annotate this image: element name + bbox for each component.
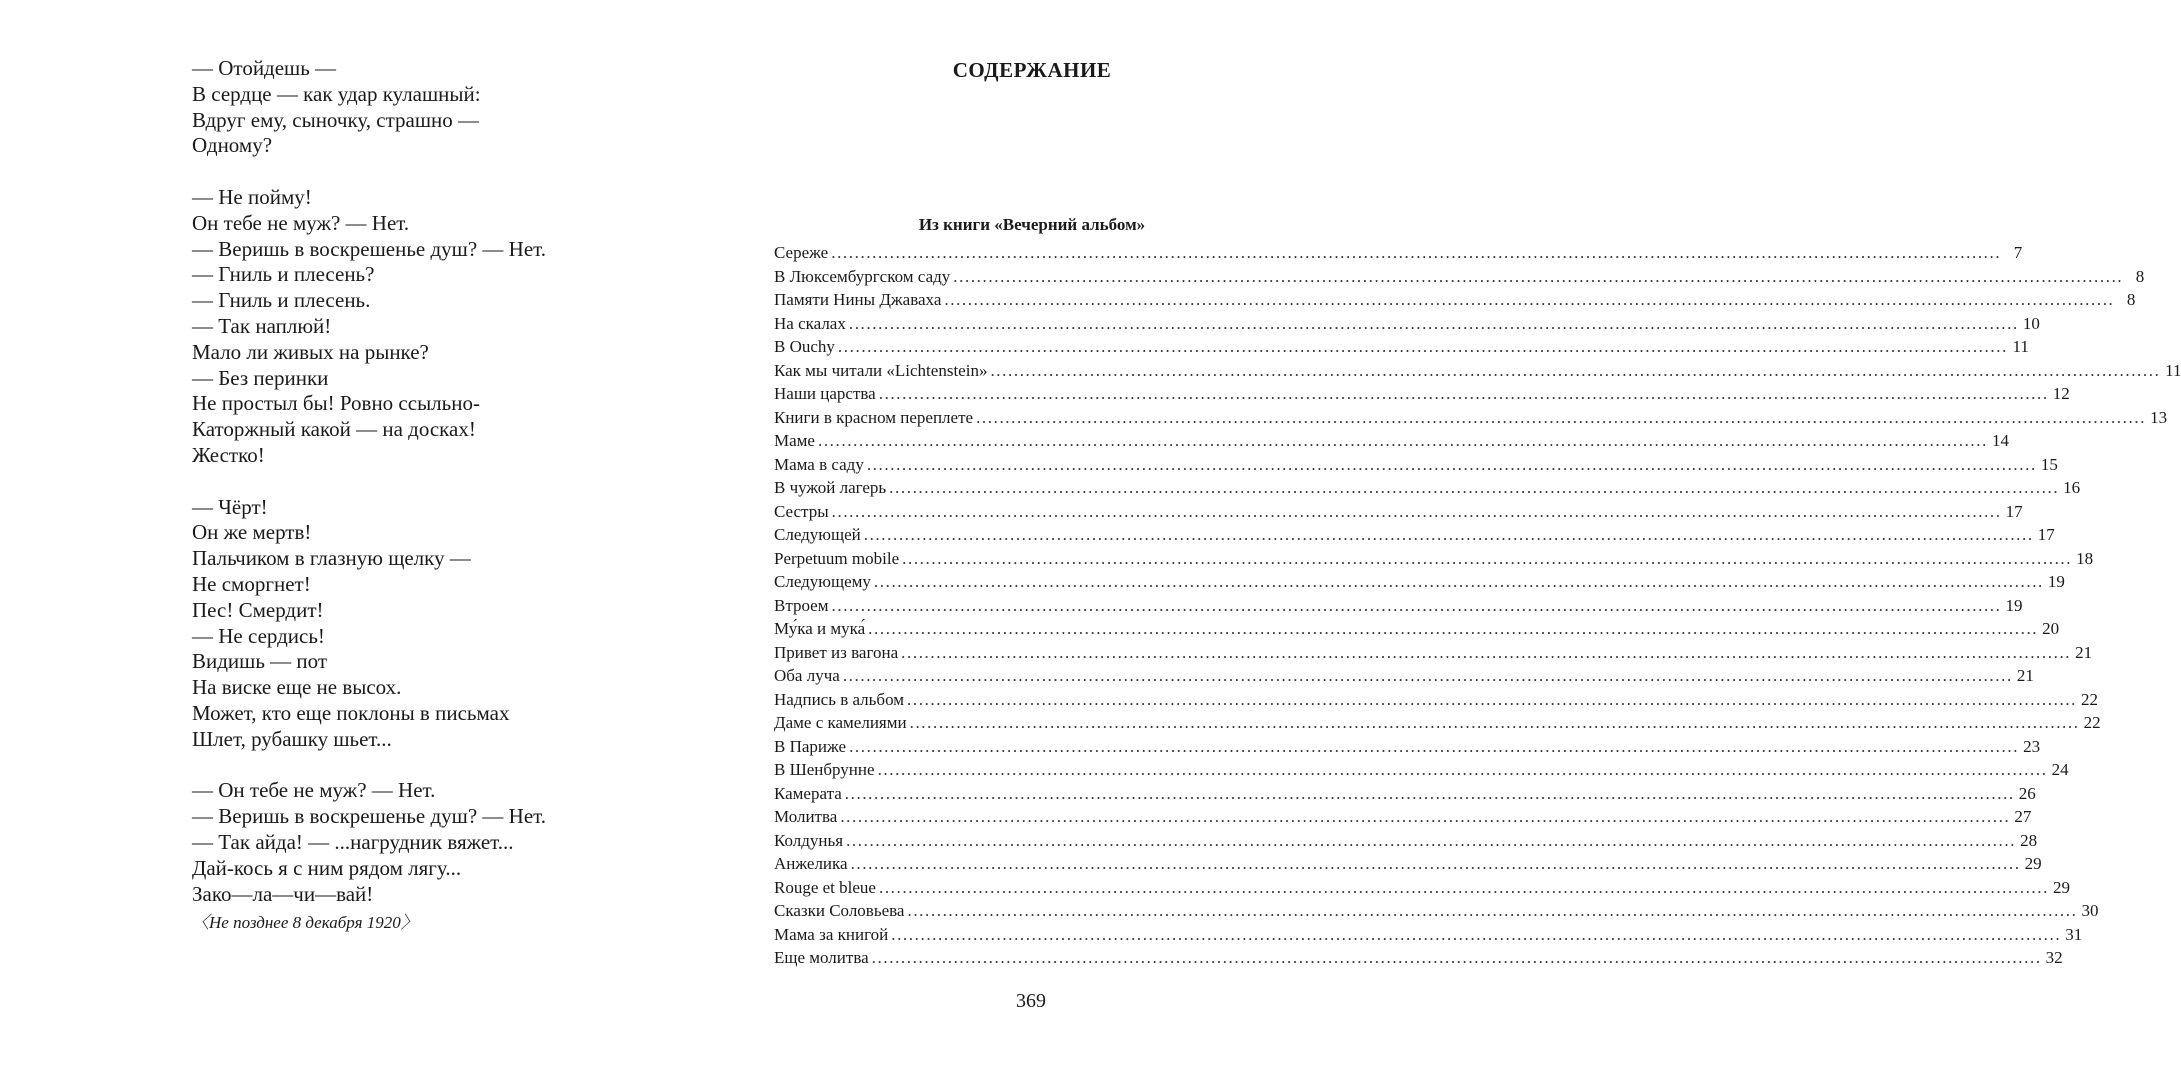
- toc-entry: [774, 406, 2168, 430]
- toc-section-heading: Из книги «Вечерний альбом»: [918, 215, 1146, 234]
- toc-entry-page: 19: [2047, 572, 2065, 591]
- toc-entry-title: Му́ка и мука́: [774, 619, 866, 638]
- toc-leader-dots: ........................................................................................................................................................................................................: [840, 807, 2011, 826]
- toc-entry: [774, 312, 2040, 336]
- toc-entry-page: 22: [2081, 689, 2099, 709]
- toc-leader-dots: ........................................................................................................................................................................................................: [976, 407, 2147, 427]
- toc-entry-page: 18: [2076, 548, 2094, 568]
- stanza: [192, 495, 632, 753]
- toc-entry-title: В Люксембургском саду: [774, 266, 951, 286]
- poem-line: Дай-кось я с ним рядом лягу...: [192, 855, 462, 880]
- poem-line: Шлет, рубашку шьет...: [192, 726, 392, 751]
- toc-entry-page: 17: [2005, 501, 2023, 521]
- stanza: [192, 778, 632, 907]
- poem-line: Может, кто еще поклоны в письмах: [192, 700, 510, 725]
- toc-entry-title: В Ouchy: [774, 337, 835, 356]
- toc-entry: [774, 523, 2055, 547]
- toc-entry-page: 8: [2135, 266, 2145, 286]
- toc-entry-page: 10: [2022, 313, 2040, 333]
- toc-entry-page: 8: [2126, 290, 2136, 309]
- toc-entry-page: 28: [2020, 830, 2038, 850]
- toc-entry-page: 31: [2065, 924, 2083, 944]
- toc-entry-page: 22: [2083, 713, 2101, 732]
- toc-entry-title: Как мы читали «Lichtenstein»: [774, 360, 988, 380]
- poem-line: — Чёрт!: [192, 494, 268, 519]
- toc-entry: [774, 899, 2099, 923]
- poem-line: — Гниль и плесень?: [192, 262, 375, 287]
- toc-entry: [774, 453, 2058, 477]
- toc-leader-dots: ........................................................................................................................................................................................................: [891, 924, 2062, 944]
- toc-entry-page: 27: [2014, 807, 2032, 826]
- toc-entry-title: Книги в красном переплете: [774, 407, 974, 427]
- toc-entry-title: Следующей: [774, 525, 861, 544]
- stanza: [192, 185, 632, 469]
- toc-entry-title: Еще молитва: [774, 948, 869, 967]
- toc-entry-title: Perpetuum mobile: [774, 548, 900, 568]
- poem-line: — Так наплюй!: [192, 313, 332, 338]
- toc-entry: [774, 641, 2093, 665]
- toc-entry-title: Привет из вагона: [774, 642, 899, 662]
- poem-line: — Он тебе не муж? — Нет.: [192, 778, 436, 803]
- toc-leader-dots: ........................................................................................................................................................................................................: [953, 266, 2124, 286]
- toc-entry-title: Анжелика: [774, 854, 848, 873]
- toc-entry-title: Сказки Соловьева: [774, 901, 905, 920]
- toc-entry: [774, 829, 2038, 853]
- toc-entry: [774, 476, 2081, 500]
- toc-entry-page: 17: [2037, 525, 2055, 544]
- toc-entry-page: 12: [2052, 384, 2070, 403]
- toc-leader-dots: ........................................................................................................................................................................................................: [873, 572, 2044, 591]
- toc-entry: [774, 946, 2063, 970]
- toc-entry-page: 7: [2013, 243, 2023, 262]
- toc-entry-page: 30: [2081, 901, 2099, 920]
- toc-leader-dots: ........................................................................................................................................................................................................: [846, 830, 2017, 850]
- poem-line: — Не сердись!: [192, 623, 325, 648]
- poem-line: Мало ли живых на рынке?: [192, 339, 429, 364]
- toc-entry-title: Сереже: [774, 243, 829, 262]
- toc-leader-dots: ........................................................................................................................................................................................................: [944, 290, 2115, 309]
- toc-entry-title: Rouge et bleue: [774, 877, 876, 897]
- toc-entry: [774, 359, 2181, 383]
- toc-leader-dots: ........................................................................................................................................................................................................: [868, 619, 2039, 638]
- toc-entry-title: Мама за книгой: [774, 924, 889, 944]
- toc-leader-dots: ........................................................................................................................................................................................................: [863, 525, 2034, 544]
- poem-line: Пес! Смердит!: [192, 597, 324, 622]
- toc-leader-dots: ........................................................................................................................................................................................................: [817, 431, 1988, 450]
- poem-line: Не простыл бы! Ровно ссыльно-: [192, 391, 480, 416]
- poem-line: Одному?: [192, 133, 273, 158]
- toc-entry-title: В Шенбрунне: [774, 760, 875, 779]
- toc-entry: [774, 594, 2023, 618]
- toc-entry: [774, 335, 2029, 359]
- toc-entry: [774, 617, 2060, 641]
- poem-line: — Без перинки: [192, 365, 329, 390]
- toc-leader-dots: ........................................................................................................................................................................................................: [871, 948, 2042, 967]
- poem-line: Вдруг ему, сыночку, страшно —: [192, 107, 479, 132]
- toc-entry: [774, 758, 2069, 782]
- toc-leader-dots: ........................................................................................................................................................................................................: [837, 337, 2008, 356]
- toc-leader-dots: ........................................................................................................................................................................................................: [907, 901, 2078, 920]
- toc-entry-page: 29: [2024, 854, 2042, 873]
- toc-list: [774, 241, 2181, 970]
- toc-entry-page: 15: [2040, 454, 2058, 474]
- toc-entry-page: 13: [2150, 407, 2168, 427]
- poem-line: Жестко!: [192, 442, 265, 467]
- toc-entry-title: Даме с камелиями: [774, 713, 907, 732]
- toc-entry-page: 19: [2005, 595, 2023, 615]
- toc-entry: [774, 429, 2009, 453]
- toc-entry-title: Маме: [774, 431, 815, 450]
- toc-entry-title: Оба луча: [774, 666, 840, 685]
- toc-entry: [774, 711, 2101, 735]
- toc-entry: [774, 923, 2083, 947]
- toc-leader-dots: ........................................................................................................................................................................................................: [990, 360, 2161, 380]
- toc-entry-title: На скалах: [774, 313, 846, 333]
- right-page-contents: [774, 58, 2181, 970]
- toc-entry: [774, 265, 2145, 289]
- toc-leader-dots: ........................................................................................................................................................................................................: [844, 783, 2015, 803]
- toc-entry: [774, 735, 2041, 759]
- toc-entry-title: Следующему: [774, 572, 871, 591]
- toc-entry-title: Наши царства: [774, 384, 876, 403]
- poem-line: — Веришь в воскрешенье душ? — Нет.: [192, 804, 547, 829]
- toc-entry: [774, 500, 2023, 524]
- toc-entry-page: 14: [1991, 431, 2009, 450]
- page-number: 369: [1016, 990, 1046, 1012]
- toc-entry: [774, 805, 2032, 829]
- toc-leader-dots: ........................................................................................................................................................................................................: [909, 713, 2080, 732]
- toc-entry: [774, 547, 2094, 571]
- poem-line: Каторжный какой — на досках!: [192, 417, 476, 442]
- stanza: [192, 56, 632, 159]
- toc-leader-dots: ........................................................................................................................................................................................................: [842, 666, 2013, 685]
- toc-leader-dots: ........................................................................................................................................................................................................: [877, 760, 2048, 779]
- poem-line: — Не пойму!: [192, 184, 312, 209]
- toc-leader-dots: ........................................................................................................................................................................................................: [831, 595, 2002, 615]
- toc-entry-page: 11: [2165, 360, 2181, 380]
- toc-entry-page: 23: [2023, 736, 2041, 756]
- toc-entry: [774, 570, 2065, 594]
- poem-line: — Отойдешь —: [192, 56, 337, 80]
- toc-entry-page: 24: [2051, 760, 2069, 779]
- poem-line: — Веришь в воскрешенье душ? — Нет.: [192, 236, 547, 261]
- toc-entry-page: 16: [2063, 478, 2081, 497]
- toc-entry-title: Втроем: [774, 595, 829, 615]
- toc-entry-page: 21: [2016, 666, 2034, 685]
- toc-entry-title: Мама в саду: [774, 454, 864, 474]
- toc-entry-page: 11: [2012, 337, 2029, 356]
- toc-entry: [774, 876, 2070, 900]
- poem-line: — Гниль и плесень.: [192, 288, 371, 313]
- toc-entry-title: Колдунья: [774, 830, 844, 850]
- toc-entry-page: 26: [2018, 783, 2036, 803]
- poem-line: Он тебе не муж? — Нет.: [192, 210, 410, 235]
- toc-entry-title: Молитва: [774, 807, 838, 826]
- toc-entry: [774, 688, 2099, 712]
- toc-entry: [774, 782, 2036, 806]
- poem-line: Не сморгнет!: [192, 571, 311, 596]
- toc-leader-dots: ........................................................................................................................................................................................................: [907, 689, 2078, 709]
- toc-leader-dots: ........................................................................................................................................................................................................: [866, 454, 2037, 474]
- poem-text: [192, 56, 632, 907]
- poem-date-note: 〈Не позднее 8 декабря 1920〉: [192, 913, 418, 933]
- poem-line: Он же мертв!: [192, 520, 312, 545]
- toc-entry: [774, 664, 2034, 688]
- toc-leader-dots: ........................................................................................................................................................................................................: [831, 501, 2002, 521]
- toc-entry-title: Камерата: [774, 783, 842, 803]
- toc-entry: [774, 288, 2136, 312]
- toc-entry-page: 21: [2075, 642, 2093, 662]
- poem-line: Видишь — пот: [192, 649, 328, 674]
- toc-entry: [774, 852, 2042, 876]
- toc-leader-dots: ........................................................................................................................................................................................................: [850, 854, 2021, 873]
- toc-leader-dots: ........................................................................................................................................................................................................: [902, 548, 2073, 568]
- toc-leader-dots: ........................................................................................................................................................................................................: [901, 642, 2072, 662]
- toc-entry: [774, 241, 2023, 265]
- poem-line: В сердце — как удар кулашный:: [192, 81, 481, 106]
- toc-entry-page: 32: [2045, 948, 2063, 967]
- left-page-poem: [192, 56, 632, 935]
- contents-title: СОДЕРЖАНИЕ: [952, 58, 1112, 82]
- toc-entry-title: Надпись в альбом: [774, 689, 905, 709]
- toc-entry-title: Памяти Нины Джаваха: [774, 290, 942, 309]
- toc-leader-dots: ........................................................................................................................................................................................................: [831, 243, 2002, 262]
- toc-leader-dots: ........................................................................................................................................................................................................: [878, 384, 2049, 403]
- poem-line: — Так айда! — ...нагрудник вяжет...: [192, 829, 514, 854]
- poem-line: На виске еще не высох.: [192, 675, 402, 700]
- toc-entry-title: В Париже: [774, 736, 847, 756]
- toc-entry-page: 29: [2052, 877, 2070, 897]
- toc-entry-title: В чужой лагерь: [774, 478, 887, 497]
- toc-entry: [774, 382, 2070, 406]
- toc-leader-dots: ........................................................................................................................................................................................................: [849, 736, 2020, 756]
- toc-leader-dots: ........................................................................................................................................................................................................: [878, 877, 2049, 897]
- poem-line: Зако—ла—чи—вай!: [192, 881, 374, 906]
- toc-entry-title: Сестры: [774, 501, 829, 521]
- toc-leader-dots: ........................................................................................................................................................................................................: [848, 313, 2019, 333]
- toc-entry-page: 20: [2042, 619, 2060, 638]
- poem-line: Пальчиком в глазную щелку —: [192, 546, 471, 571]
- toc-leader-dots: ........................................................................................................................................................................................................: [889, 478, 2060, 497]
